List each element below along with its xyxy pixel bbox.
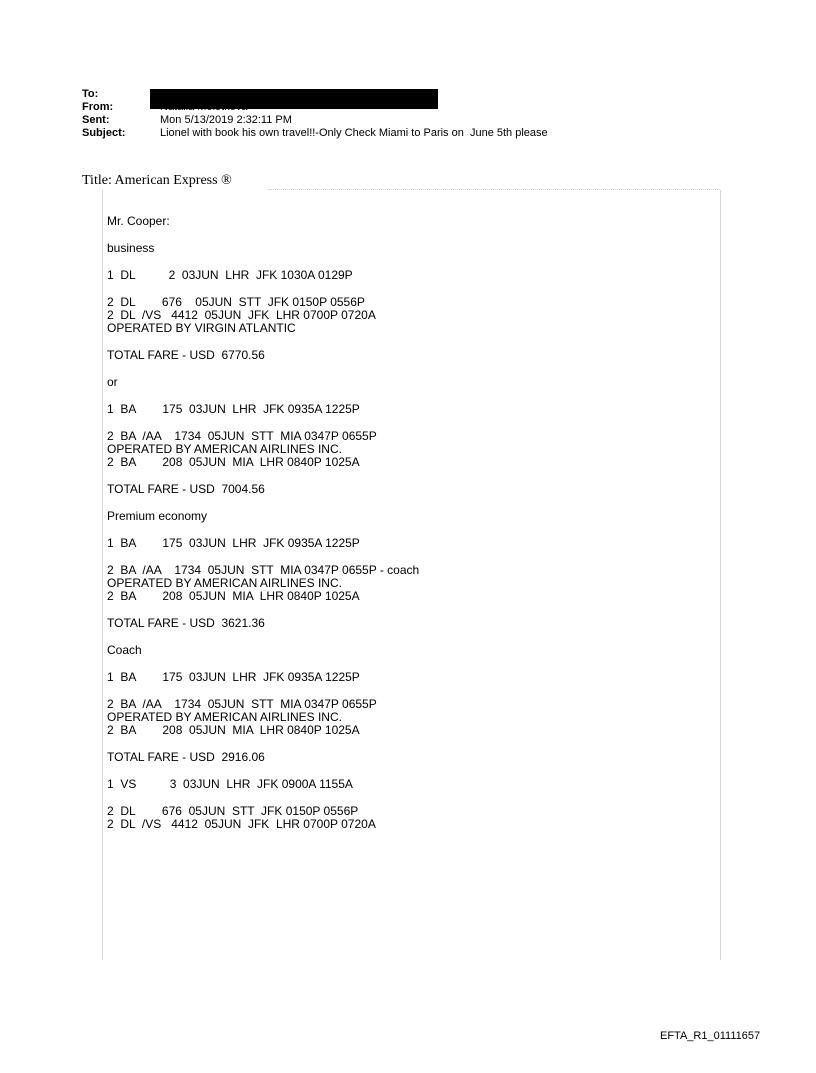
total-fare: TOTAL FARE - USD 2916.06 <box>107 750 265 764</box>
spacer <box>107 416 707 430</box>
sent-row <box>82 114 548 127</box>
spacer <box>107 362 707 376</box>
spacer <box>107 630 707 644</box>
total-fare: TOTAL FARE - USD 7004.56 <box>107 482 265 496</box>
section-premium: Premium economy <box>107 509 208 523</box>
itinerary-line: 2 BA /AA 1734 05JUN STT MIA 0347P 0655P <box>107 697 377 711</box>
subject-value: Lionel with book his own travel!!-Only Check Miami to Paris on June 5th please <box>160 127 548 139</box>
total-fare: TOTAL FARE - USD 3621.36 <box>107 616 265 630</box>
itinerary-line: 2 BA 208 05JUN MIA LHR 0840P 1025A <box>107 589 360 603</box>
itinerary-line: 2 BA /AA 1734 05JUN STT MIA 0347P 0655P <box>107 429 377 443</box>
total-fare: TOTAL FARE - USD 6770.56 <box>107 348 265 362</box>
itinerary-line: 1 BA 175 03JUN LHR JFK 0935A 1225P <box>107 536 360 550</box>
spacer <box>107 737 707 751</box>
subject-label: Subject: <box>82 127 126 139</box>
spacer <box>107 603 707 617</box>
spacer <box>107 657 707 671</box>
itinerary-line: 1 VS 3 03JUN LHR JFK 0900A 1155A <box>107 777 353 791</box>
subject-row <box>82 127 548 140</box>
itinerary-line: 2 BA 208 05JUN MIA LHR 0840P 1025A <box>107 723 360 737</box>
itinerary-line: 1 DL 2 03JUN LHR JFK 1030A 0129P <box>107 268 353 282</box>
itinerary-line: 2 DL 676 05JUN STT JFK 0150P 0556P <box>107 295 365 309</box>
spacer <box>107 496 707 510</box>
redaction-bar <box>150 89 438 109</box>
spacer <box>107 282 707 296</box>
itinerary-line: 1 BA 175 03JUN LHR JFK 0935A 1225P <box>107 670 360 684</box>
spacer <box>107 791 707 805</box>
itinerary-line: 2 BA 208 05JUN MIA LHR 0840P 1025A <box>107 455 360 469</box>
sent-value: Mon 5/13/2019 2:32:11 PM <box>160 114 292 126</box>
spacer <box>107 228 707 242</box>
sent-label: Sent: <box>82 114 110 126</box>
spacer <box>107 550 707 564</box>
spacer <box>107 389 707 403</box>
message-body <box>107 215 707 831</box>
spacer <box>107 469 707 483</box>
from-label: From: <box>82 101 114 113</box>
itinerary-line: OPERATED BY AMERICAN AIRLINES INC. <box>107 576 342 590</box>
itinerary-line: OPERATED BY AMERICAN AIRLINES INC. <box>107 442 342 456</box>
document-id: EFTA_R1_01111657 <box>660 1030 761 1042</box>
spacer <box>107 523 707 537</box>
itinerary-line: 2 DL /VS 4412 05JUN JFK LHR 0700P 0720A <box>107 308 376 322</box>
itinerary-line: OPERATED BY AMERICAN AIRLINES INC. <box>107 710 342 724</box>
itinerary-line: 2 BA /AA 1734 05JUN STT MIA 0347P 0655P - coach <box>107 563 420 577</box>
to-label: To: <box>82 88 99 100</box>
page-title: Title: American Express ® <box>82 173 232 188</box>
spacer <box>107 335 707 349</box>
spacer <box>107 255 707 269</box>
greeting: Mr. Cooper: <box>107 214 170 228</box>
itinerary-line: 1 BA 175 03JUN LHR JFK 0935A 1225P <box>107 402 360 416</box>
itinerary-line: 2 DL 676 05JUN STT JFK 0150P 0556P <box>107 804 359 818</box>
itinerary-line: 2 DL /VS 4412 05JUN JFK LHR 0700P 0720A <box>107 817 376 831</box>
spacer <box>107 684 707 698</box>
section-business: business <box>107 241 155 255</box>
section-coach: Coach <box>107 643 142 657</box>
spacer <box>107 764 707 778</box>
itinerary-line: OPERATED BY VIRGIN ATLANTIC <box>107 321 296 335</box>
or-text: or <box>107 375 118 389</box>
